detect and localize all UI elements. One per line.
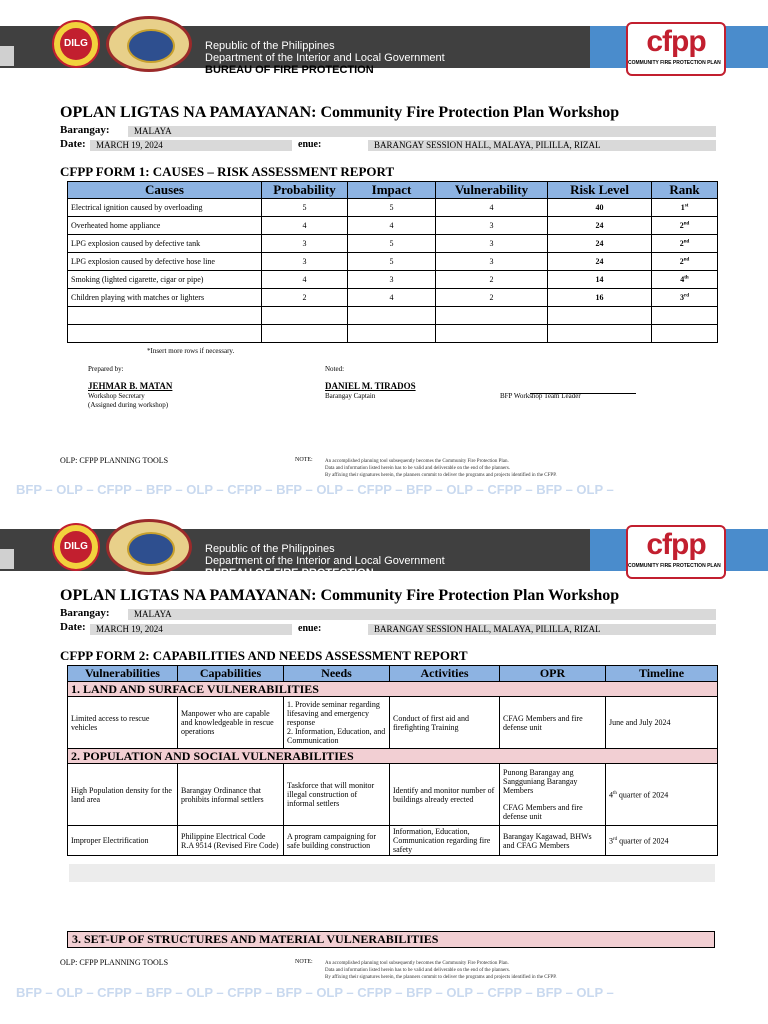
rank-cell <box>652 217 718 235</box>
workshop-title: OPLAN LIGTAS NA PAMAYANAN: Community Fire Protection Plan Workshop <box>60 104 620 121</box>
impact-cell: 4 <box>348 217 436 235</box>
bfp-seal <box>106 519 192 575</box>
timeline-cell: June and July 2024 <box>606 697 718 749</box>
bfp-seal-center <box>127 29 175 63</box>
insert-rows-note: *Insert more rows if necessary. <box>147 347 235 355</box>
header-text <box>205 543 445 579</box>
capability-cell: Manpower who are capable and knowledgeable in rescue operations <box>178 697 284 749</box>
prepared-by-label: Prepared by: <box>88 365 124 373</box>
activity-cell: Identify and monitor number of buildings already erected <box>390 764 500 826</box>
need-item-2: 2. Information, Education, and Communication <box>287 727 386 745</box>
risk-level-cell: 24 <box>548 217 652 235</box>
cause-cell: Electrical ignition caused by overloading <box>68 199 262 217</box>
timeline-text: quarter of 2024 <box>616 790 669 800</box>
needs-cell: A program campaigning for safe building construction <box>284 826 390 856</box>
risk-level-cell: 24 <box>548 235 652 253</box>
header-line2: Department of the Interior and Local Government <box>205 555 445 567</box>
timeline-number: 3 <box>609 836 613 846</box>
cfpp-logo-subtext: COMMUNITY FIRE PROTECTION PLAN <box>628 60 721 66</box>
probability-cell: 3 <box>262 235 348 253</box>
impact-cell: 5 <box>348 253 436 271</box>
table-row <box>68 697 718 749</box>
footer-note-label: NOTE: <box>295 457 313 463</box>
cfpp-logo <box>626 22 726 76</box>
vulnerability-cell: 2 <box>436 289 548 307</box>
footer-watermark: BFP – OLP – CFPP – BFP – OLP – CFPP – BFP – OLP – CFPP – BFP – OLP – CFPP – BFP – OLP – <box>16 482 614 497</box>
vulnerability-cell: 2 <box>436 271 548 289</box>
empty-cell <box>548 307 652 325</box>
vulnerability-cell: 4 <box>436 199 548 217</box>
capabilities-needs-table <box>67 665 718 856</box>
rank-cell <box>652 271 718 289</box>
empty-cell <box>652 307 718 325</box>
section-row <box>68 682 718 697</box>
probability-cell: 2 <box>262 289 348 307</box>
capability-cell: Barangay Ordinance that prohibits informal settlers <box>178 764 284 826</box>
table-row <box>68 253 718 271</box>
header-probability: Probability <box>262 182 348 199</box>
signatory-name-1: JEHMAR B. MATAN <box>88 381 173 391</box>
dilg-logo <box>52 20 100 68</box>
timeline-suffix: th <box>613 791 617 797</box>
header-opr: OPR <box>500 666 606 682</box>
rank-suffix: th <box>684 275 689 281</box>
rank-value: 4 <box>680 275 685 284</box>
empty-row <box>68 307 718 325</box>
barangay-label: Barangay: <box>60 124 110 136</box>
header-activities: Activities <box>390 666 500 682</box>
date-label: Date: <box>60 621 86 633</box>
rank-suffix: st <box>684 203 689 209</box>
signatory-role-2: Barangay Captain <box>325 392 376 400</box>
rank-suffix: rd <box>684 293 689 299</box>
rank-cell <box>652 199 718 217</box>
risk-level-cell: 24 <box>548 253 652 271</box>
empty-cell <box>436 325 548 343</box>
footer-note-label: NOTE: <box>295 959 313 965</box>
activity-cell: Conduct of first aid and firefighting Training <box>390 697 500 749</box>
table-row <box>68 235 718 253</box>
cause-cell: LPG explosion caused by defective tank <box>68 235 262 253</box>
risk-level-cell: 16 <box>548 289 652 307</box>
probability-cell: 5 <box>262 199 348 217</box>
venue-field[interactable]: BARANGAY SESSION HALL, MALAYA, PILILLA, RIZAL <box>368 624 716 635</box>
date-field[interactable]: MARCH 19, 2024 <box>90 140 292 151</box>
header-tab <box>0 549 14 569</box>
table-header-row <box>68 182 718 199</box>
header-causes: Causes <box>68 182 262 199</box>
cfpp-logo-subtext: COMMUNITY FIRE PROTECTION PLAN <box>628 563 721 569</box>
risk-level-cell: 40 <box>548 199 652 217</box>
need-item-1: 1. Provide seminar regarding lifesaving and emergency response <box>287 700 380 727</box>
header-line3: BUREAU OF FIRE PROTECTION <box>205 64 374 76</box>
header-tab <box>0 46 14 66</box>
header-text <box>205 40 445 76</box>
header-line1: Republic of the Philippines <box>205 40 335 52</box>
impact-cell: 5 <box>348 199 436 217</box>
rank-cell <box>652 253 718 271</box>
probability-cell: 4 <box>262 271 348 289</box>
needs-cell <box>284 697 390 749</box>
header-vulnerability: Vulnerability <box>436 182 548 199</box>
table-row <box>68 271 718 289</box>
cfpp-logo-text: cfpp <box>646 528 706 561</box>
timeline-number: 4 <box>609 790 613 800</box>
signatory-role-1 <box>88 392 168 410</box>
footer-note-1: An accomplished planning tool subsequently becomes the Community Fire Protection Plan. <box>325 459 509 464</box>
footer-left: OLP: CFPP PLANNING TOOLS <box>60 456 169 465</box>
rank-suffix: nd <box>683 239 690 245</box>
opr-item-2: CFAG Members and fire defense unit <box>503 803 583 821</box>
table-header-row <box>68 666 718 682</box>
risk-level-cell: 14 <box>548 271 652 289</box>
vulnerability-cell: 3 <box>436 217 548 235</box>
cfpp-logo-text: cfpp <box>646 25 706 58</box>
footer-note-text <box>325 960 557 981</box>
workshop-title: OPLAN LIGTAS NA PAMAYANAN: Community Fire Protection Plan Workshop <box>60 587 620 604</box>
empty-cell <box>68 325 262 343</box>
impact-cell: 3 <box>348 271 436 289</box>
footer-note-2: Data and information listed herein has to be valid and deliverable on the end of the planners. <box>325 466 511 471</box>
form1-title: CFPP FORM 1: CAUSES – RISK ASSESSMENT REPORT <box>60 164 395 179</box>
cause-cell: LPG explosion caused by defective hose line <box>68 253 262 271</box>
add-row-placeholder <box>69 864 715 882</box>
dilg-logo <box>52 523 100 571</box>
vulnerability-cell: High Population density for the land area <box>68 764 178 826</box>
venue-field[interactable]: BARANGAY SESSION HALL, MALAYA, PILILLA, RIZAL <box>368 140 716 151</box>
section-land-surface: 1. LAND AND SURFACE VULNERABILITIES <box>68 682 718 697</box>
table-row <box>68 764 718 826</box>
activity-cell: Information, Education, Communication regarding fire safety <box>390 826 500 856</box>
footer-note-3: By affixing their signatures herein, the planners commit to deliver the programs and projects identified in the CFPP. <box>325 473 557 478</box>
empty-cell <box>348 325 436 343</box>
header-rank: Rank <box>652 182 718 199</box>
header-risk-level: Risk Level <box>548 182 652 199</box>
opr-cell: Barangay Kagawad, BHWs and CFAG Members <box>500 826 606 856</box>
table-row <box>68 217 718 235</box>
footer-note-1: An accomplished planning tool subsequently becomes the Community Fire Protection Plan. <box>325 961 509 966</box>
barangay-label: Barangay: <box>60 607 110 619</box>
signatory-role-1a: Workshop Secretary <box>88 392 145 400</box>
signatory-name-2: DANIEL M. TIRADOS <box>325 381 416 391</box>
empty-cell <box>262 325 348 343</box>
signatory-role-3: BFP Workshop Team Leader <box>500 392 581 400</box>
cause-cell: Children playing with matches or lighters <box>68 289 262 307</box>
rank-suffix: nd <box>683 257 690 263</box>
rank-value: 1 <box>680 203 685 212</box>
header-timeline: Timeline <box>606 666 718 682</box>
opr-cell <box>500 764 606 826</box>
venue-label: enue: <box>298 139 322 150</box>
form2-title: CFPP FORM 2: CAPABILITIES AND NEEDS ASSESSMENT REPORT <box>60 648 468 663</box>
risk-assessment-table <box>67 181 718 343</box>
timeline-text: quarter of 2024 <box>617 836 669 846</box>
footer-left: OLP: CFPP PLANNING TOOLS <box>60 958 169 967</box>
vulnerability-cell: Limited access to rescue vehicles <box>68 697 178 749</box>
rank-value: 2 <box>679 221 684 230</box>
bfp-seal-center <box>127 532 175 566</box>
empty-cell <box>548 325 652 343</box>
empty-cell <box>436 307 548 325</box>
rank-suffix: nd <box>683 221 690 227</box>
date-label: Date: <box>60 138 86 150</box>
empty-cell <box>652 325 718 343</box>
timeline-cell <box>606 826 718 856</box>
empty-cell <box>68 307 262 325</box>
cfpp-logo <box>626 525 726 579</box>
capability-cell: Philippine Electrical Code R.A 9514 (Revised Fire Code) <box>178 826 284 856</box>
noted-label: Noted: <box>325 365 345 373</box>
header-vulnerabilities: Vulnerabilities <box>68 666 178 682</box>
rank-value: 3 <box>680 293 684 302</box>
footer-note-text <box>325 458 557 479</box>
empty-cell <box>262 307 348 325</box>
section-structures-materials: 3. SET-UP OF STRUCTURES AND MATERIAL VULNERABILITIES <box>67 931 715 948</box>
venue-label: enue: <box>298 623 322 634</box>
header-capabilities: Capabilities <box>178 666 284 682</box>
footer-note-3: By affixing their signatures herein, the planners commit to deliver the programs and projects identified in the CFPP. <box>325 975 557 980</box>
header-line1: Republic of the Philippines <box>205 543 335 555</box>
cause-cell: Smoking (lighted cigarette, cigar or pipe) <box>68 271 262 289</box>
bfp-seal <box>106 16 192 72</box>
timeline-suffix: rd <box>613 837 618 843</box>
dilg-logo-text: DILG <box>60 28 92 60</box>
header-impact: Impact <box>348 182 436 199</box>
table-row <box>68 826 718 856</box>
barangay-field[interactable]: MALAYA <box>128 126 716 137</box>
rank-value: 2 <box>679 257 684 266</box>
table-row <box>68 199 718 217</box>
probability-cell: 4 <box>262 217 348 235</box>
needs-cell: Taskforce that will monitor illegal construction of informal settlers <box>284 764 390 826</box>
section-row <box>68 749 718 764</box>
rank-cell <box>652 235 718 253</box>
header-needs: Needs <box>284 666 390 682</box>
opr-cell: CFAG Members and fire defense unit <box>500 697 606 749</box>
dilg-logo-text: DILG <box>60 531 92 563</box>
barangay-field[interactable]: MALAYA <box>128 609 716 620</box>
rank-value: 2 <box>679 239 684 248</box>
vulnerability-cell: Improper Electrification <box>68 826 178 856</box>
footer-note-2: Data and information listed herein has to be valid and deliverable on the end of the planners. <box>325 968 511 973</box>
cause-cell: Overheated home appliance <box>68 217 262 235</box>
empty-cell <box>348 307 436 325</box>
vulnerability-cell: 3 <box>436 235 548 253</box>
opr-item-1: Punong Barangay ang Sangguniang Barangay Members <box>503 768 578 795</box>
probability-cell: 3 <box>262 253 348 271</box>
empty-row <box>68 325 718 343</box>
impact-cell: 4 <box>348 289 436 307</box>
impact-cell: 5 <box>348 235 436 253</box>
rank-cell <box>652 289 718 307</box>
signatory-role-1b: (Assigned during workshop) <box>88 401 169 409</box>
footer-watermark: BFP – OLP – CFPP – BFP – OLP – CFPP – BFP – OLP – CFPP – BFP – OLP – CFPP – BFP – OLP – <box>16 985 614 1000</box>
header-line3: BUREAU OF FIRE PROTECTION <box>205 567 374 579</box>
header-line2: Department of the Interior and Local Government <box>205 52 445 64</box>
date-field[interactable]: MARCH 19, 2024 <box>90 624 292 635</box>
timeline-cell <box>606 764 718 826</box>
vulnerability-cell: 3 <box>436 253 548 271</box>
table-row <box>68 289 718 307</box>
section-population-social: 2. POPULATION AND SOCIAL VULNERABILITIES <box>68 749 718 764</box>
